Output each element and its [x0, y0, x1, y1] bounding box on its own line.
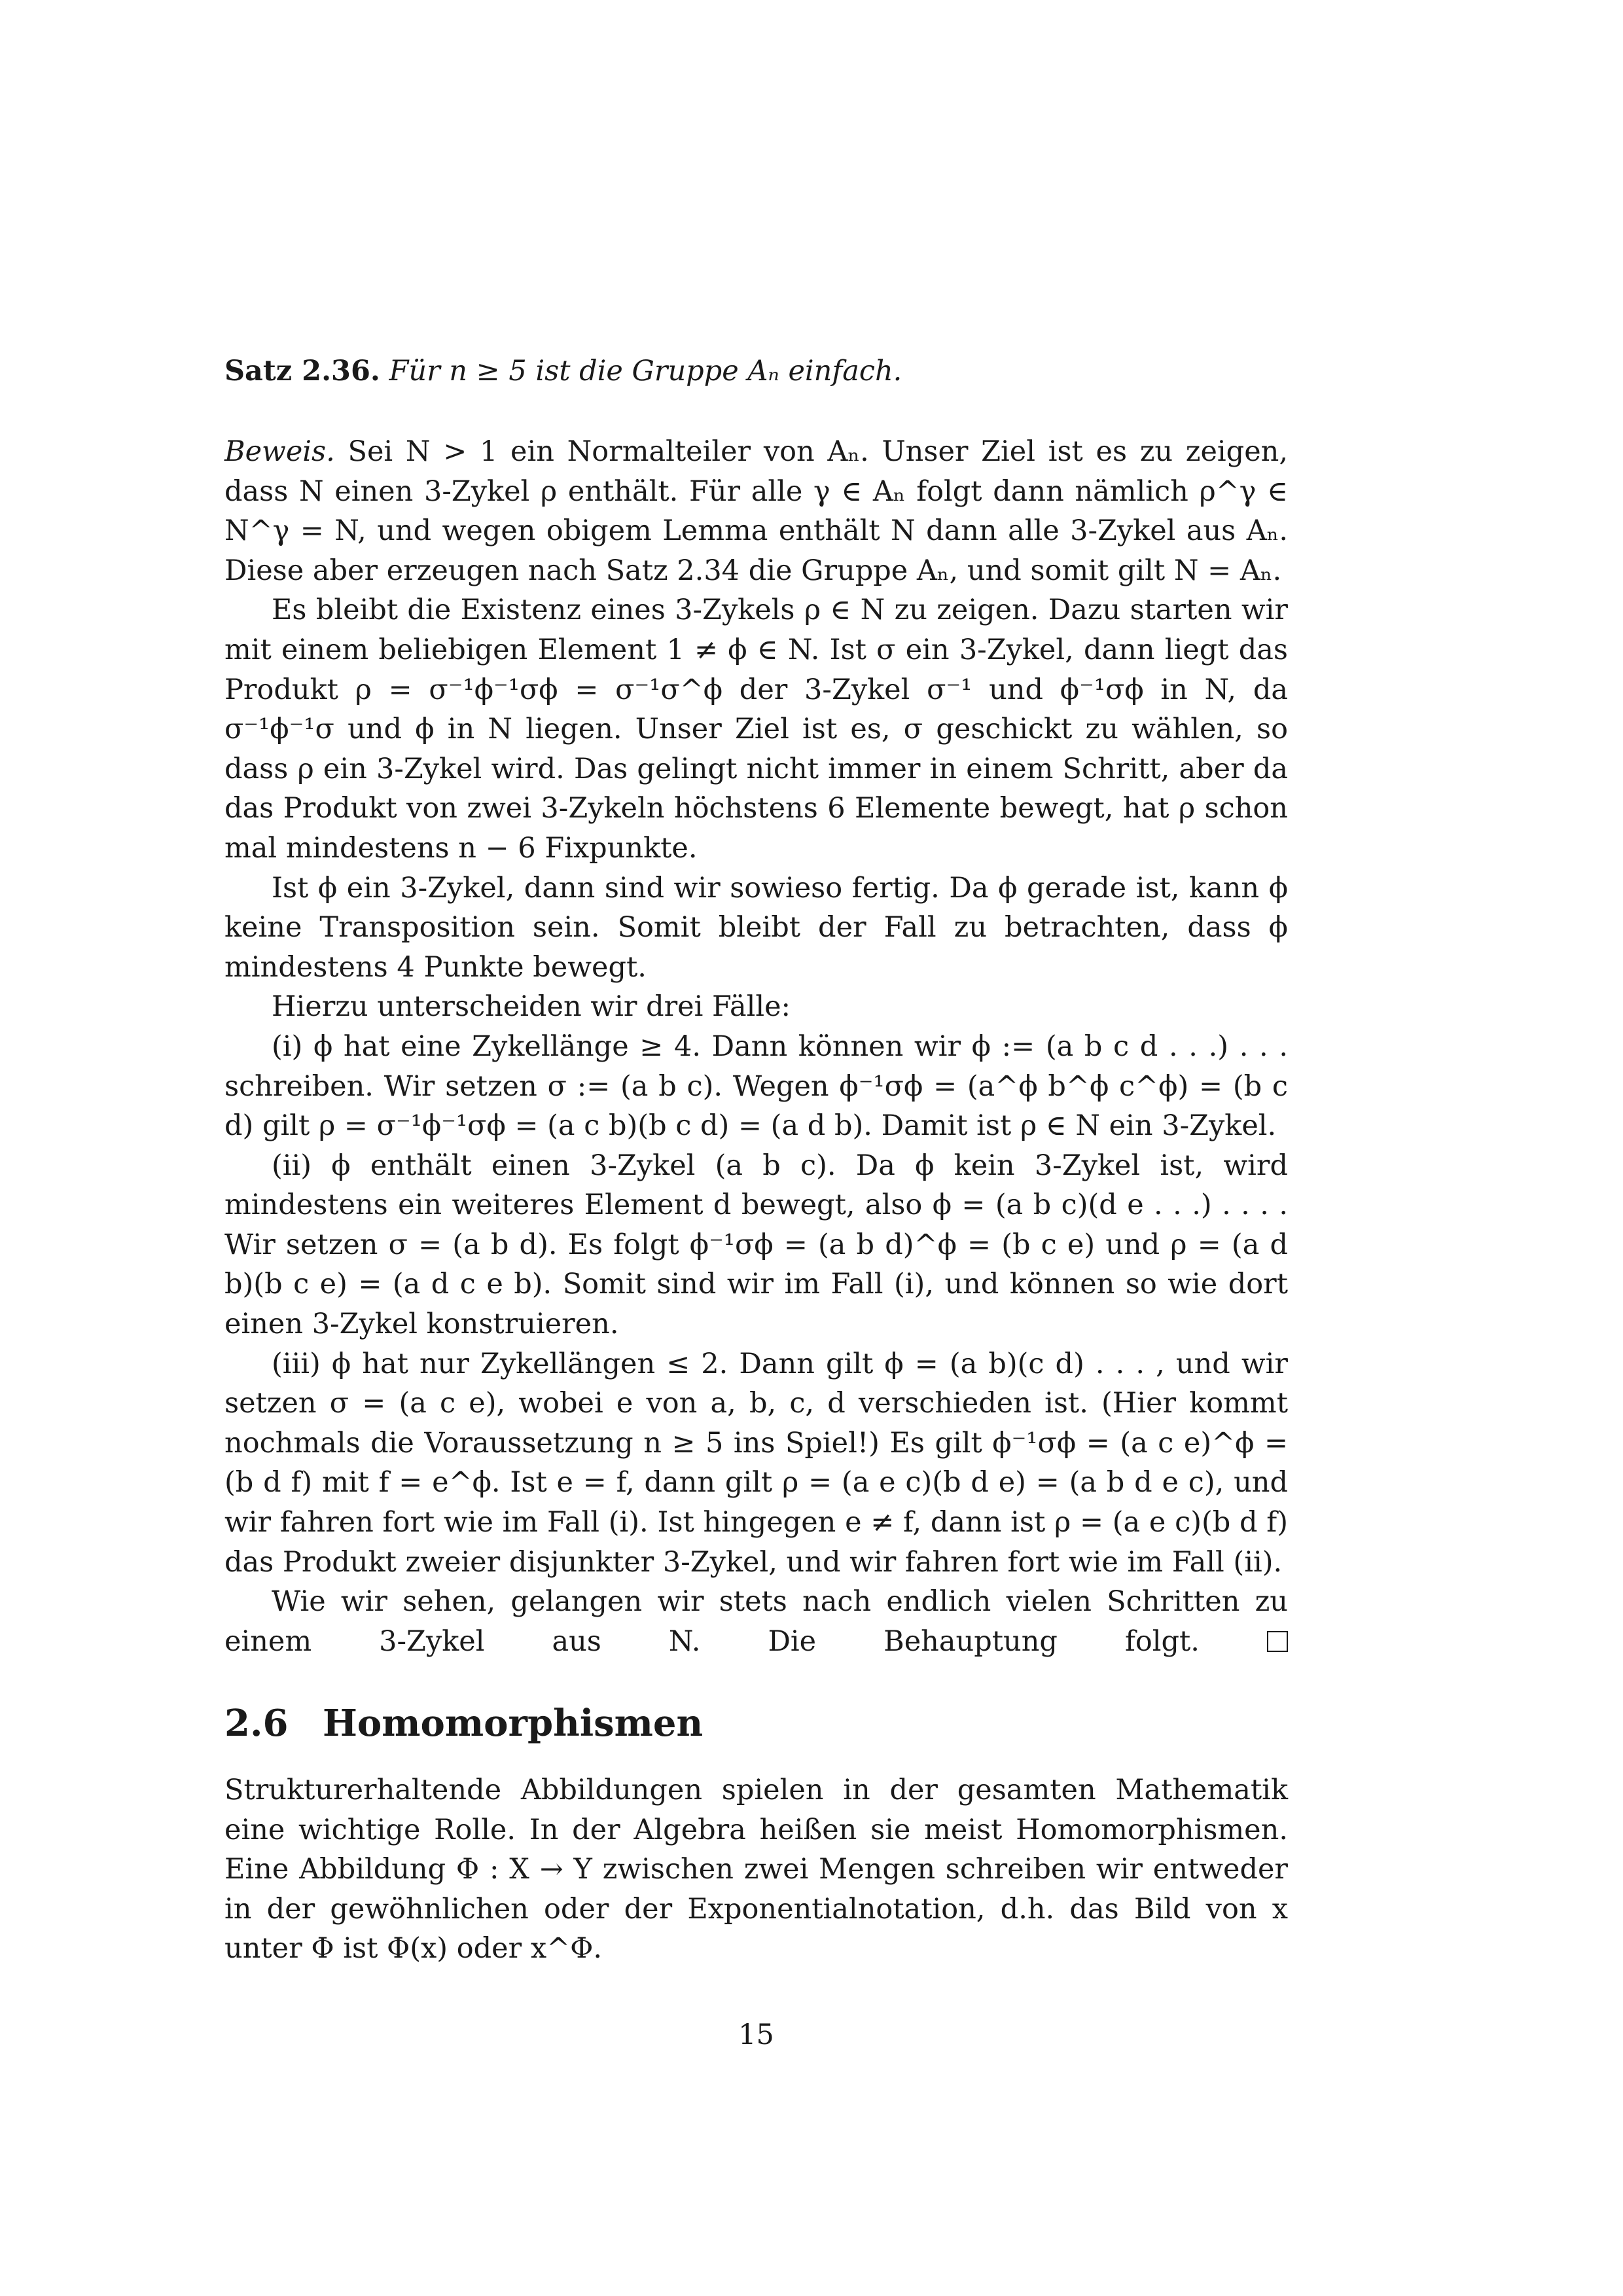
section-body-block: [224, 1770, 1288, 1969]
proof-case-i: (i) ϕ hat eine Zykellänge ≥ 4. Dann können wir ϕ := (a b c d . . .) . . . schreiben. Wir setzen σ := (a b c). Wegen ϕ⁻¹σϕ = (a^ϕ b^ϕ c^ϕ) = (b c d) gilt ρ = σ⁻¹ϕ⁻¹σϕ = (a c b)(b c d) = (a d b). Damit ist ρ ∈ N ein 3-Zykel.: [224, 1030, 1288, 1143]
page-number: 15: [738, 2018, 774, 2051]
qed-box-icon: [1267, 1631, 1288, 1652]
proof-paragraph-4: Hierzu unterscheiden wir drei Fälle:: [272, 990, 791, 1024]
theorem-label: Satz 2.36.: [224, 355, 380, 387]
section-number: 2.6: [224, 1702, 289, 1745]
proof-conclusion-text: Wie wir sehen, gelangen wir stets nach endlich vielen Schritten zu einem 3-Zykel aus N. Die Behauptung folgt.: [224, 1585, 1288, 1658]
proof-conclusion: [224, 1582, 1288, 1661]
proof-paragraph-2: Es bleibt die Existenz eines 3-Zykels ρ ∈ N zu zeigen. Dazu starten wir mit einem beliebigen Element 1 ≠ ϕ ∈ N. Ist σ ein 3-Zykel, dann liegt das Produkt ρ = σ⁻¹ϕ⁻¹σϕ = σ⁻¹σ^ϕ der 3-Zykel σ⁻¹ und ϕ⁻¹σϕ in N, da σ⁻¹ϕ⁻¹σ und ϕ in N liegen. Unser Ziel ist es, σ geschickt zu wählen, so dass ρ ein 3-Zykel wird. Das gelingt nicht immer in einem Schritt, aber da das Produkt von zwei 3-Zykeln höchstens 6 Elemente bewegt, hat ρ schon mal mindestens n − 6 Fixpunkte.: [224, 594, 1288, 865]
theorem-block: [224, 351, 1288, 391]
proof-block: [224, 432, 1288, 1661]
section-paragraph: Strukturerhaltende Abbildungen spielen in der gesamten Mathematik eine wichtige Rolle. In der Algebra heißen sie meist Homomorphismen. Eine Abbildung Φ : X → Y zwischen zwei Mengen schreiben wir entweder in der gewöhnlichen oder der Exponentialnotation, d.h. das Bild von x unter Φ ist Φ(x) oder x^Φ.: [224, 1774, 1288, 1965]
proof-case-iii: (iii) ϕ hat nur Zykellängen ≤ 2. Dann gilt ϕ = (a b)(c d) . . . , und wir setzen σ = (a c e), wobei e von a, b, c, d verschieden ist. (Hier kommt nochmals die Voraussetzung n ≥ 5 ins Spiel!) Es gilt ϕ⁻¹σϕ = (a c e)^ϕ = (b d f) mit f = e^ϕ. Ist e = f, dann gilt ρ = (a e c)(b d e) = (a b d e c), und wir fahren fort wie im Fall (i). Ist hingegen e ≠ f, dann ist ρ = (a e c)(b d f) das Produkt zweier disjunkter 3-Zykel, und wir fahren fort wie im Fall (ii).: [224, 1347, 1288, 1579]
proof-paragraph-1: [224, 432, 1288, 590]
section-heading: [224, 1702, 703, 1745]
proof-case-ii: (ii) ϕ enthält einen 3-Zykel (a b c). Da ϕ kein 3-Zykel ist, wird mindestens ein weiteres Element d bewegt, also ϕ = (a b c)(d e . . .) . . . . Wir setzen σ = (a b d). Es folgt ϕ⁻¹σϕ = (a b d)^ϕ = (b c e) und ρ = (a d b)(b c e) = (a d c e b). Somit sind wir im Fall (i), und können so wie dort einen 3-Zykel konstruieren.: [224, 1149, 1288, 1341]
section-title: Homomorphismen: [323, 1702, 704, 1745]
proof-paragraph-3: Ist ϕ ein 3-Zykel, dann sind wir sowieso fertig. Da ϕ gerade ist, kann ϕ keine Transposition sein. Somit bleibt der Fall zu betrachten, dass ϕ mindestens 4 Punkte bewegt.: [224, 871, 1288, 984]
proof-label: Beweis.: [224, 435, 335, 468]
theorem-statement: Für n ≥ 5 ist die Gruppe Aₙ einfach.: [389, 355, 902, 387]
proof-paragraph-1-text: Sei N > 1 ein Normalteiler von Aₙ. Unser Ziel ist es zu zeigen, dass N einen 3-Zykel ρ enthält. Für alle γ ∈ Aₙ folgt dann nämlich ρ^γ ∈ N^γ = N, und wegen obigem Lemma enthält N dann alle 3-Zykel aus Aₙ. Diese aber erzeugen nach Satz 2.34 die Gruppe Aₙ, und somit gilt N = Aₙ.: [224, 435, 1288, 587]
